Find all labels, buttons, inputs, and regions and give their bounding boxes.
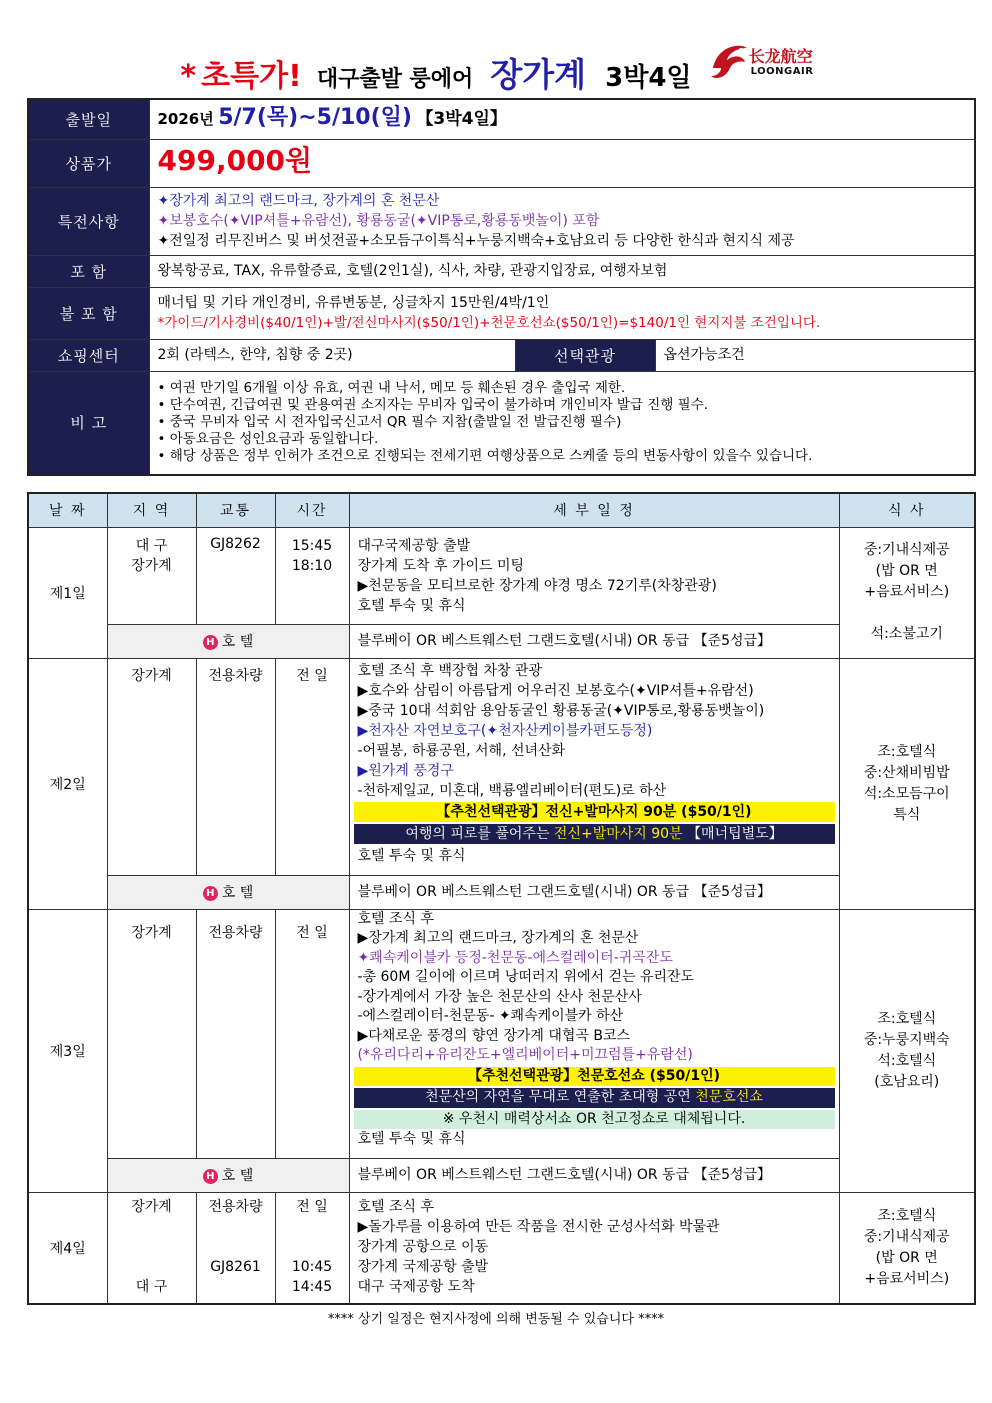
meal-line: 조:호텔식 [877, 1010, 937, 1027]
title-banner [0, 38, 992, 98]
departure-row [28, 99, 975, 139]
meal-line: 석:호텔식 [877, 1052, 937, 1069]
note-item: • 중국 무비자 입국 시 전자입국신고서 QR 필수 지참(출발일 전 발급진행 필수) [157, 414, 622, 431]
departure-value [149, 99, 975, 139]
header-region: 지 역 [107, 493, 196, 527]
time: 전 일 [296, 1198, 328, 1215]
hotel-icon: H [203, 886, 218, 901]
departure-nights: 【3박4일】 [416, 109, 507, 130]
meal-line: 석:소불고기 [870, 626, 943, 642]
detail-line: ▶중국 10대 석회암 용암동굴인 황룡동굴(✦VIP통로,황룡동뱃놀이) [357, 702, 765, 719]
notes-row [28, 371, 975, 475]
detail-line: ▶다채로운 풍경의 향연 장가계 대협곡 B코스 [357, 1027, 631, 1044]
option-desc-highlight: 천문호선쇼 [695, 1089, 763, 1105]
option-desc-highlight: 전신+발마사지 90분 [553, 825, 683, 842]
hotel-row [28, 1158, 975, 1192]
detail-line: 호텔 투숙 및 휴식 [357, 597, 466, 614]
region: 장가계 [131, 1198, 172, 1215]
special-line: ✦보봉호수(✦VIP셔틀+유람선), 황룡동굴(✦VIP통로,황룡동뱃놀이) 포함 [157, 213, 600, 229]
schedule-table [27, 492, 976, 1305]
loongair-logo [707, 38, 812, 86]
transport: 전용차량 [196, 658, 275, 875]
day-row [28, 909, 975, 1158]
hotel-row [28, 624, 975, 658]
note-item: • 여권 만기일 6개월 이상 유효, 여권 내 낙서, 메모 등 훼손된 경우 출입국 제한. [157, 380, 626, 397]
price-value: 499,000원 [157, 143, 313, 177]
header-date: 날 짜 [28, 493, 107, 527]
header-meals: 식 사 [839, 493, 975, 527]
shopping-label: 쇼핑센터 [28, 339, 149, 371]
detail-line: -총 60M 길이에 이르며 낭떠러지 위에서 걷는 유리잔도 [357, 969, 695, 985]
note-item: • 단수여권, 긴급여권 및 관용여권 소지자는 무비자 입국이 불가하며 개인비자 발급 진행 필수. [157, 397, 709, 414]
departure-label: 출발일 [28, 99, 149, 139]
schedule-header [28, 493, 975, 527]
hotel-text: 블루베이 OR 베스트웨스턴 그랜드호텔(시내) OR 동급 【준5성급】 [349, 875, 839, 909]
detail-line: 장가계 도착 후 가이드 미팅 [357, 557, 525, 574]
meal-line: 특식 [893, 806, 921, 823]
option-tour-banner: 【추천선택관광】전신+발마사지 90분 ($50/1인) [354, 802, 835, 822]
hotel-label: 호 텔 [221, 885, 254, 901]
meal-line: (호남요리) [874, 1073, 940, 1090]
exclude-row [28, 287, 975, 339]
shopping-value: 2회 (라텍스, 한약, 침향 중 2곳) [149, 339, 515, 371]
hotel-label: 호 텔 [221, 1168, 254, 1184]
time: 전 일 [275, 658, 349, 875]
detail-line: 대구 국제공항 도착 [357, 1278, 475, 1295]
title-duration: 3박4일 [605, 63, 692, 93]
detail-line: -에스컬레이터-천문동- ✦쾌속케이블카 하산 [357, 1008, 624, 1024]
time: 14:45 [291, 1278, 333, 1295]
hotel-icon: H [203, 1169, 218, 1184]
special-line: ✦장가계 최고의 랜드마크, 장가계의 혼 천문산 [157, 193, 440, 209]
header-details: 세 부 일 정 [349, 493, 839, 527]
detail-line: 호텔 조식 후 [357, 1198, 435, 1215]
detail-line: ▶원가계 풍경구 [357, 762, 454, 779]
detail-line: ▶호수와 삼림이 아름답게 어우러진 보봉호수(✦VIP셔틀+유람선) [357, 682, 754, 699]
option-desc-text: 【매너팁별도】 [682, 825, 783, 842]
transport-spacer [197, 1217, 275, 1257]
option-desc-text: 여행의 피로를 풀어주는 [405, 825, 554, 842]
title-badge: 초특가! [201, 59, 302, 94]
detail-line: -어필봉, 하룡공원, 서해, 선녀산화 [357, 742, 566, 759]
exclude-label: 불 포 함 [28, 287, 149, 339]
region: 장가계 [131, 557, 172, 574]
include-row [28, 255, 975, 287]
detail-line: 호텔 투숙 및 휴식 [357, 1131, 466, 1147]
detail-line: -장가계에서 가장 높은 천문산의 산사 천문산사 [357, 988, 642, 1005]
hotel-text: 블루베이 OR 베스트웨스턴 그랜드호텔(시내) OR 동급 【준5성급】 [349, 624, 839, 658]
time: 전 일 [275, 909, 349, 1158]
note-item: • 아동요금은 성인요금과 동일합니다. [157, 431, 379, 448]
special-line: ✦전일정 리무진버스 및 버섯전골+소모듬구이특식+누룽지백숙+호남요리 등 다양한 한식과 현지식 제공 [157, 233, 795, 249]
meal-line: 조:호텔식 [877, 1207, 937, 1224]
departure-dates: 5/7(목)~5/10(일) [218, 105, 412, 131]
meal-line: 중:기내식제공 [863, 1228, 950, 1245]
option-tour-desc [354, 824, 835, 844]
meal-line: 조:호텔식 [877, 743, 937, 760]
notes-label: 비 고 [28, 371, 149, 475]
option-label: 선택관광 [515, 339, 655, 371]
include-value: 왕복항공료, TAX, 유류할증료, 호텔(2인1실), 식사, 차량, 관광지입장료, 여행자보험 [149, 255, 975, 287]
detail-line: ▶천문동을 모티브로한 장가계 야경 명소 72기루(차창관광) [357, 577, 717, 594]
departure-year: 2026년 [157, 110, 214, 129]
option-desc-text: 천문산의 자연을 무대로 연출한 초대형 공연 [425, 1089, 696, 1105]
transport: 전용차량 [208, 1198, 263, 1215]
special-row [28, 187, 975, 255]
meal-line: 중:누룽지백숙 [863, 1031, 950, 1048]
meal-line: 석:소모듬구이 [863, 785, 950, 802]
time: 18:10 [291, 557, 333, 574]
option-tour-banner: 【추천선택관광】천문호선쇼 ($50/1인) [354, 1067, 835, 1087]
hotel-icon: H [203, 635, 218, 650]
detail-line: -천하제일교, 미혼대, 백룡엘리베이터(편도)로 하산 [357, 782, 667, 799]
header-transport: 교통 [196, 493, 275, 527]
day-label: 제3일 [28, 909, 107, 1192]
special-label: 특전사항 [28, 187, 149, 255]
option-tour-desc [354, 1088, 835, 1108]
hotel-label: 호 텔 [221, 634, 254, 650]
detail-line: ▶장가계 최고의 랜드마크, 장가계의 혼 천문산 [357, 930, 639, 946]
day-label: 제2일 [28, 658, 107, 909]
title-destination: 장가계 [490, 55, 587, 94]
detail-line: 호텔 투숙 및 휴식 [357, 847, 466, 864]
region: 대 구 [135, 537, 168, 554]
meal-line: (밥 OR 면 [875, 1249, 938, 1266]
day-label: 제1일 [28, 527, 107, 658]
title-star: * [180, 59, 197, 94]
transport: GJ8262 [196, 527, 275, 624]
option-value: 옵션가능조건 [655, 339, 975, 371]
exclude-line: 매너팁 및 기타 개인경비, 유류변동분, 싱글차지 15만원/4박/1인 [157, 295, 550, 311]
detail-line: ▶천자산 자연보호구(✦천자산케이블카편도등정) [357, 722, 653, 739]
transport: 전용차량 [196, 909, 275, 1158]
title-departure: 대구출발 룽에어 [316, 67, 474, 92]
detail-line: 호텔 조식 후 백장협 차창 관광 [357, 662, 543, 679]
rain-notice: ※ 우천시 매력상서쇼 OR 천고정쇼로 대체됩니다. [354, 1110, 835, 1130]
day-row [28, 1192, 975, 1304]
meal-line: (밥 OR 면 [875, 563, 938, 579]
region-spacer [108, 1217, 196, 1277]
detail-line: 대구국제공항 출발 [357, 537, 471, 554]
include-label: 포 함 [28, 255, 149, 287]
region: 장가계 [107, 658, 196, 875]
footer-note: **** 상기 일정은 현지사정에 의해 변동될 수 있습니다 **** [327, 1312, 665, 1327]
dragon-icon [707, 38, 751, 84]
price-label: 상품가 [28, 139, 149, 187]
time: 10:45 [291, 1258, 333, 1275]
header-time: 시간 [275, 493, 349, 527]
region: 대 구 [135, 1278, 168, 1295]
time-spacer [276, 1217, 349, 1257]
detail-line: 호텔 조식 후 [357, 910, 435, 927]
meal-line: 중:기내식제공 [863, 542, 950, 558]
transport: GJ8261 [210, 1258, 261, 1275]
hotel-row [28, 875, 975, 909]
detail-line: (*유리다리+유리잔도+엘리베이터+미끄럼틀+유람선) [357, 1047, 693, 1063]
day-row [28, 527, 975, 624]
detail-line: 장가계 국제공항 출발 [357, 1258, 489, 1275]
price-row [28, 139, 975, 187]
hotel-text: 블루베이 OR 베스트웨스턴 그랜드호텔(시내) OR 동급 【준5성급】 [349, 1158, 839, 1192]
detail-line: 장가계 공항으로 이동 [357, 1238, 489, 1255]
logo-cn-text: 长龙航空 [748, 47, 813, 66]
region: 장가계 [107, 909, 196, 1158]
day-label: 제4일 [28, 1192, 107, 1304]
shopping-row [28, 339, 975, 371]
day-row [28, 658, 975, 875]
meal-line: +음료서비스) [864, 584, 950, 600]
logo-en-text: LOONGAIR [750, 66, 814, 77]
meal-line: +음료서비스) [864, 1270, 950, 1287]
meal-spacer [840, 603, 975, 624]
note-item: • 해당 상품은 정부 인허가 조건으로 진행되는 전세기편 여행상품으로 스케줄 등의 변동사항이 있을수 있습니다. [157, 448, 813, 465]
time: 15:45 [291, 537, 333, 554]
exclude-line-red: *가이드/기사경비($40/1인)+발/전신마사지($50/1인)+천문호선쇼($50/1인)=$140/1인 현지지불 조건입니다. [157, 315, 821, 331]
detail-line: ▶돌가루를 이용하여 만든 작품을 전시한 군성사석화 박물관 [357, 1218, 720, 1235]
info-table [27, 98, 976, 476]
detail-line: ✦쾌속케이블카 등정-천문동-에스컬레이터-귀곡잔도 [357, 949, 673, 966]
meal-line: 중:산채비빔밥 [863, 764, 950, 781]
